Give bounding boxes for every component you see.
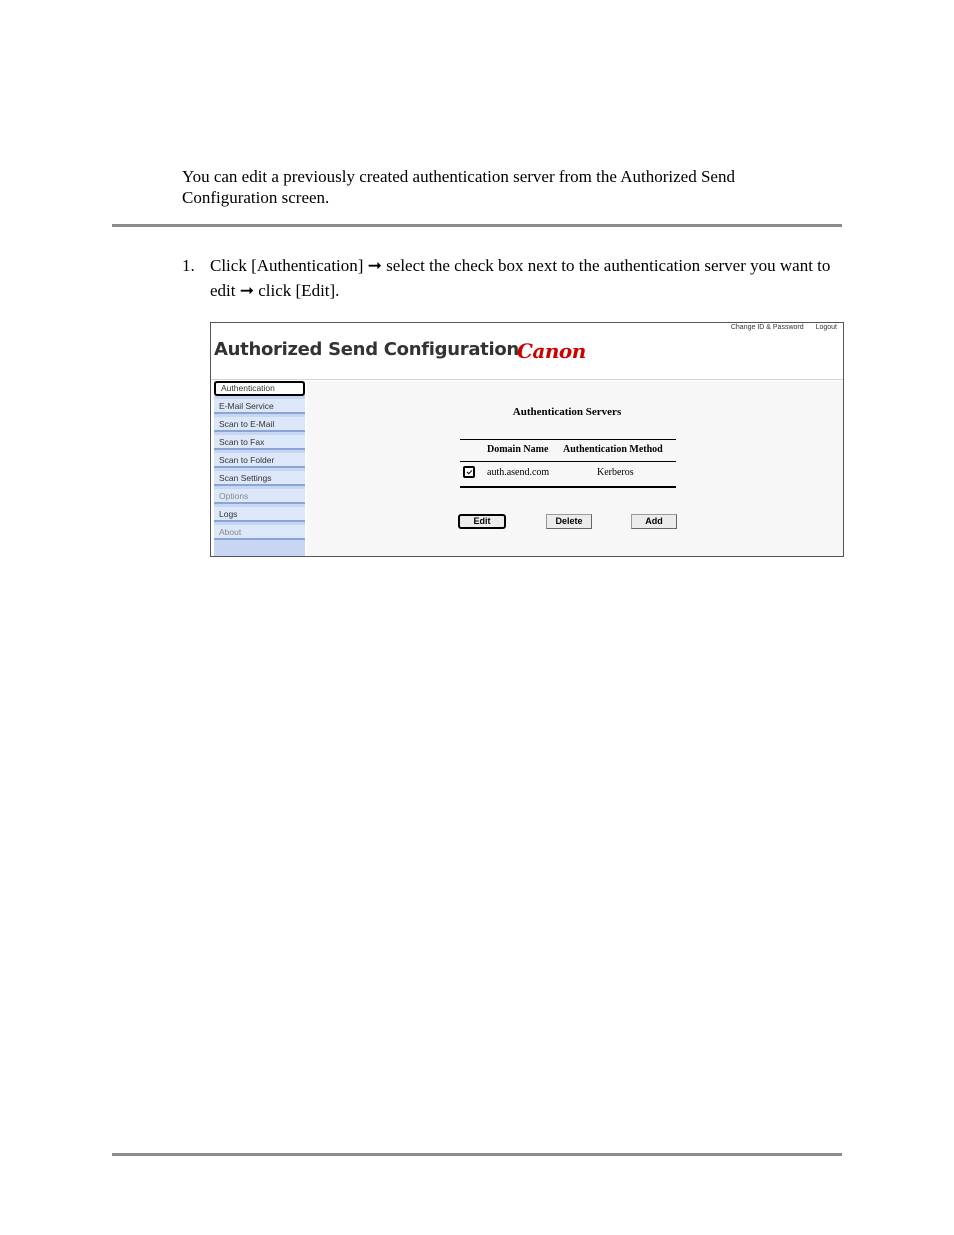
- cell-domain: auth.asend.com: [487, 467, 550, 478]
- table-top-rule: [460, 439, 676, 440]
- screenshot-authorized-send: [210, 322, 844, 557]
- column-header-domain: Domain Name: [487, 444, 549, 455]
- sidebar-item-scan-to-email[interactable]: Scan to E-Mail: [214, 417, 305, 432]
- section-title: Authentication Servers: [512, 406, 622, 418]
- edit-button[interactable]: Edit: [458, 514, 506, 529]
- intro-paragraph: You can edit a previously created authentication server from the Authorized Send Configuration screen.: [182, 167, 735, 207]
- header-divider: [211, 379, 843, 380]
- step-number: 1.: [182, 256, 195, 275]
- sidebar-item-options[interactable]: Options: [214, 489, 305, 504]
- sidebar-item-email-service[interactable]: E-Mail Service: [214, 399, 305, 414]
- main-content: [307, 381, 843, 556]
- cell-method: Kerberos: [597, 467, 634, 478]
- sidebar-item-scan-to-fax[interactable]: Scan to Fax: [214, 435, 305, 450]
- sidebar-item-about[interactable]: About: [214, 525, 305, 540]
- top-divider: [112, 224, 842, 227]
- add-button[interactable]: Add: [631, 514, 677, 529]
- canon-logo: Canon: [517, 339, 586, 363]
- row-checkbox[interactable]: [463, 466, 475, 478]
- change-id-password-link[interactable]: Change ID & Password: [730, 324, 804, 331]
- delete-button[interactable]: Delete: [546, 514, 592, 529]
- sidebar-item-scan-to-folder[interactable]: Scan to Folder: [214, 453, 305, 468]
- sidebar-item-scan-settings[interactable]: Scan Settings: [214, 471, 305, 486]
- sidebar: [214, 381, 305, 556]
- sidebar-item-logs[interactable]: Logs: [214, 507, 305, 522]
- step-text: Click [Authentication] ➞ select the check box next to the authentication server you want to edit ➞ click [Edit].: [210, 256, 831, 300]
- table-bottom-rule: [460, 486, 676, 488]
- top-links: [721, 324, 837, 331]
- bottom-divider: [112, 1153, 842, 1156]
- sidebar-item-authentication[interactable]: Authentication: [214, 381, 305, 396]
- table-header-rule: [460, 461, 676, 462]
- logout-link[interactable]: Logout: [815, 324, 837, 331]
- column-header-method: Authentication Method: [563, 444, 663, 455]
- app-title: Authorized Send Configuration: [214, 339, 519, 360]
